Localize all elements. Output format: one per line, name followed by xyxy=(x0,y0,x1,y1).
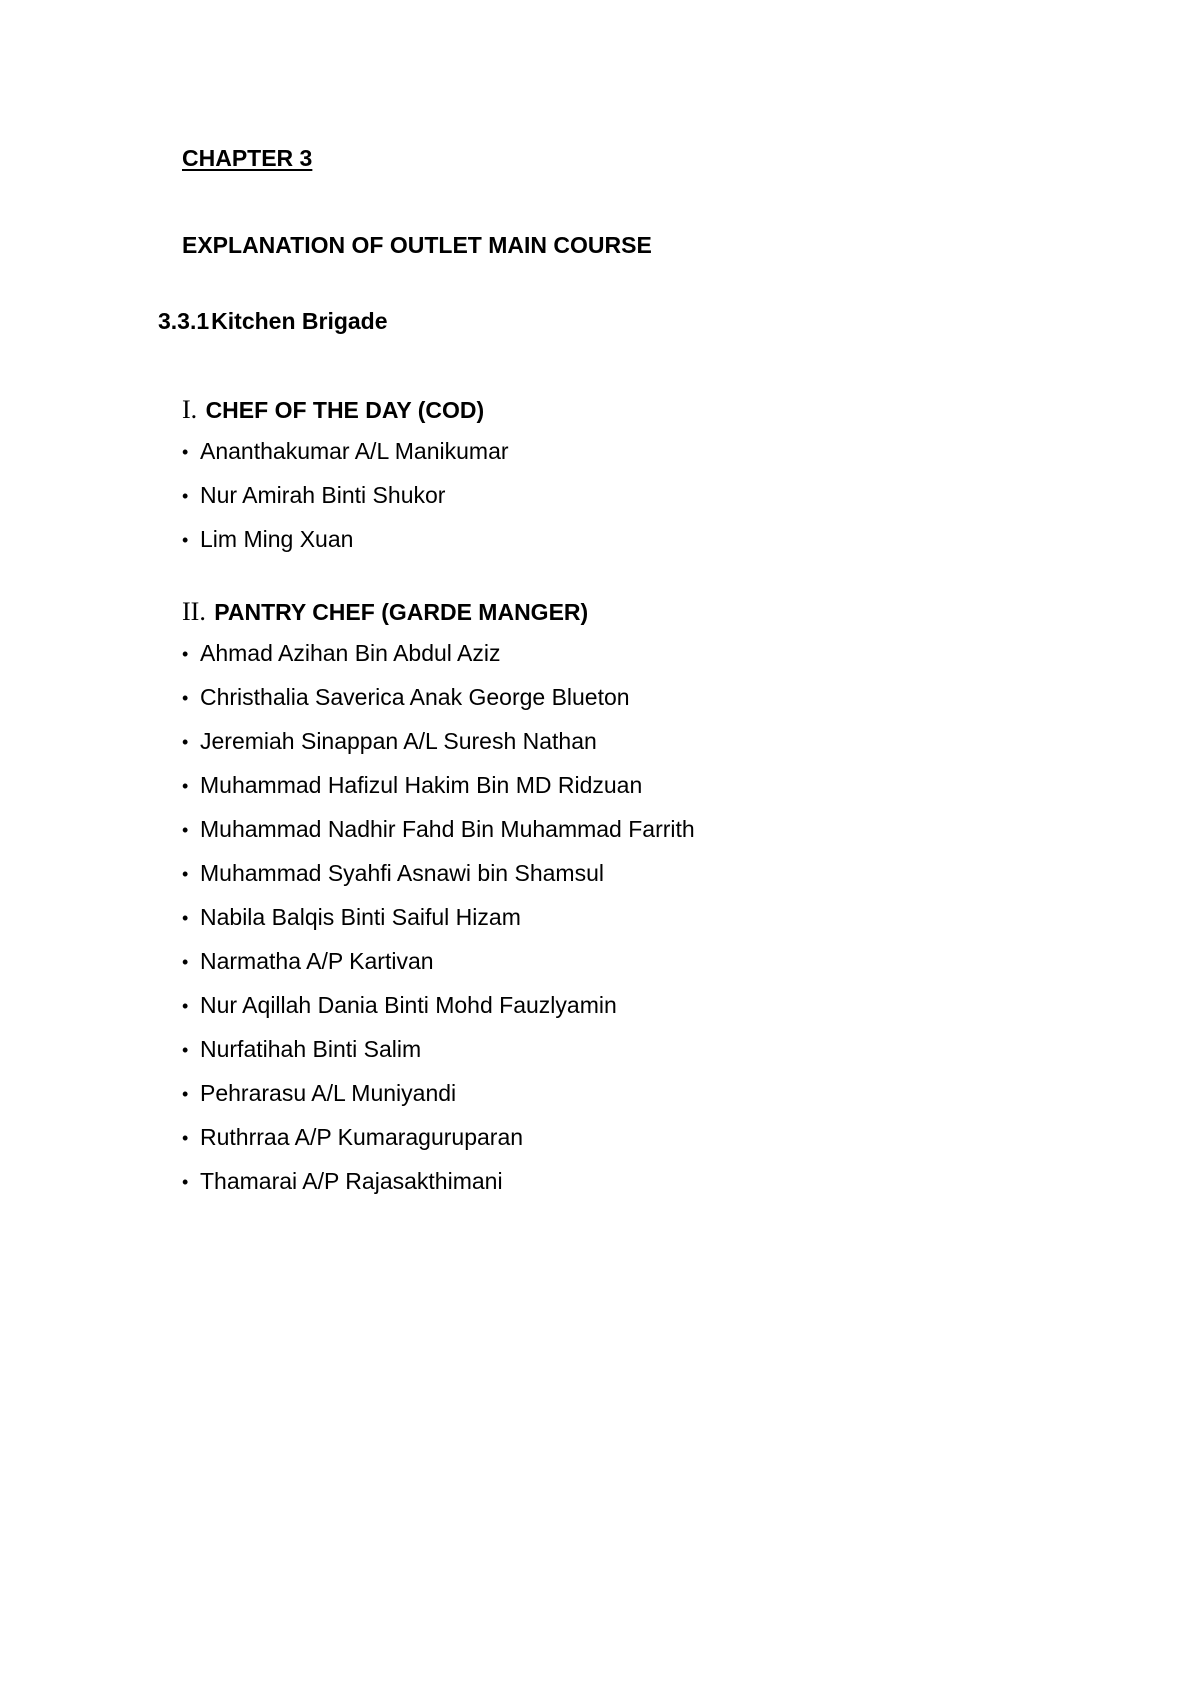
member-name: Muhammad Hafizul Hakim Bin MD Ridzuan xyxy=(200,772,643,798)
list-item xyxy=(182,525,509,569)
bullet-icon: • xyxy=(182,1172,189,1192)
bullet-icon: • xyxy=(182,952,189,972)
bullet-icon: • xyxy=(182,908,189,928)
list-item xyxy=(182,639,695,683)
list-item xyxy=(182,1079,695,1123)
bullet-icon: • xyxy=(182,1040,189,1060)
member-list-chef-of-the-day xyxy=(182,437,509,569)
list-item xyxy=(182,727,695,771)
bullet-icon: • xyxy=(182,732,189,752)
bullet-icon: • xyxy=(182,864,189,884)
chapter-heading: CHAPTER 3 xyxy=(182,145,313,171)
list-item xyxy=(182,1167,695,1211)
member-name: Christhalia Saverica Anak George Blueton xyxy=(200,684,630,710)
group-title: PANTRY CHEF (GARDE MANGER) xyxy=(214,599,589,625)
member-list-pantry-chef xyxy=(182,639,695,1211)
member-name: Muhammad Nadhir Fahd Bin Muhammad Farrith xyxy=(200,816,695,842)
bullet-icon: • xyxy=(182,442,189,462)
list-item xyxy=(182,903,695,947)
member-name: Narmatha A/P Kartivan xyxy=(200,948,434,974)
bullet-icon: • xyxy=(182,820,189,840)
group-title: CHEF OF THE DAY (COD) xyxy=(205,397,485,423)
bullet-icon: • xyxy=(182,644,189,664)
group-numeral: I. xyxy=(182,395,198,424)
member-name: Ruthrraa A/P Kumaraguruparan xyxy=(200,1124,524,1150)
bullet-icon: • xyxy=(182,996,189,1016)
list-item xyxy=(182,481,509,525)
member-name: Nabila Balqis Binti Saiful Hizam xyxy=(200,904,521,930)
list-item xyxy=(182,683,695,727)
member-name: Jeremiah Sinappan A/L Suresh Nathan xyxy=(200,728,597,754)
list-item xyxy=(182,1123,695,1167)
section-title: Kitchen Brigade xyxy=(211,308,388,334)
group-numeral: II. xyxy=(182,597,206,626)
list-item xyxy=(182,771,695,815)
bullet-icon: • xyxy=(182,1128,189,1148)
list-item xyxy=(182,947,695,991)
list-item xyxy=(182,437,509,481)
member-name: Lim Ming Xuan xyxy=(200,526,354,552)
member-name: Muhammad Syahfi Asnawi bin Shamsul xyxy=(200,860,604,886)
group-heading-pantry-chef xyxy=(182,597,588,627)
member-name: Thamarai A/P Rajasakthimani xyxy=(200,1168,503,1194)
bullet-icon: • xyxy=(182,1084,189,1104)
bullet-icon: • xyxy=(182,688,189,708)
member-name: Nur Amirah Binti Shukor xyxy=(200,482,446,508)
section-number: 3.3.1 xyxy=(158,308,210,334)
page-title: EXPLANATION OF OUTLET MAIN COURSE xyxy=(182,232,652,258)
bullet-icon: • xyxy=(182,776,189,796)
bullet-icon: • xyxy=(182,530,189,550)
list-item xyxy=(182,859,695,903)
member-name: Nur Aqillah Dania Binti Mohd Fauzlyamin xyxy=(200,992,617,1018)
group-heading-chef-of-the-day xyxy=(182,395,484,425)
member-name: Ahmad Azihan Bin Abdul Aziz xyxy=(200,640,501,666)
section-heading xyxy=(158,308,388,335)
list-item xyxy=(182,815,695,859)
list-item xyxy=(182,1035,695,1079)
member-name: Pehrarasu A/L Muniyandi xyxy=(200,1080,457,1106)
member-name: Ananthakumar A/L Manikumar xyxy=(200,438,509,464)
bullet-icon: • xyxy=(182,486,189,506)
member-name: Nurfatihah Binti Salim xyxy=(200,1036,422,1062)
list-item xyxy=(182,991,695,1035)
